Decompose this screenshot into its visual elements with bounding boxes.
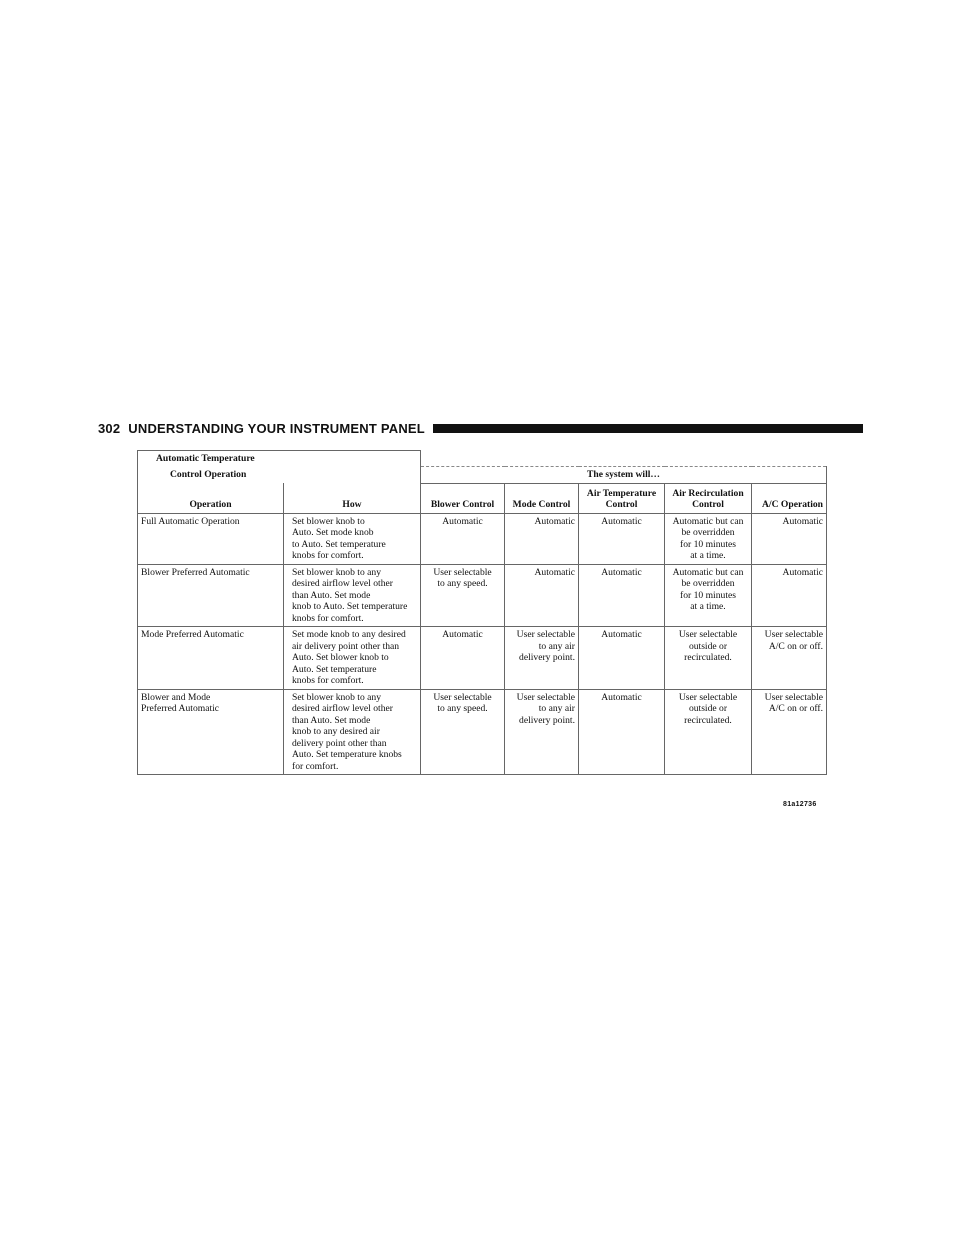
cell-line: Auto. Set mode knob [292, 527, 374, 538]
cell-how [284, 627, 421, 690]
group-header-left-line1: Automatic Temperature [156, 453, 255, 464]
cell-line: be overridden [681, 578, 735, 589]
cell-line: User selectable [678, 629, 738, 640]
cell-line: air delivery point other than [292, 640, 400, 652]
header-rule [433, 424, 863, 433]
cell-line: Set mode knob to any desired [292, 629, 406, 640]
col-air-recirc-line1: Air Recirculation [672, 487, 744, 499]
cell-line: outside or [688, 640, 728, 652]
col-air-recirc-line2: Control [692, 499, 724, 510]
cell-ac [752, 627, 827, 690]
table-body [138, 513, 827, 775]
cell-mode [505, 513, 579, 564]
col-how: How [284, 483, 421, 513]
cell-operation [138, 513, 284, 564]
cell-how [284, 564, 421, 627]
figure-code: 81a12736 [783, 801, 817, 808]
cell-air-recirc [665, 627, 752, 690]
cell-line: Auto. Set temperature [292, 663, 377, 675]
cell-line: knob to any desired air [292, 726, 380, 737]
cell-line: knobs for comfort. [292, 675, 364, 686]
cell-line: than Auto. Set mode [292, 714, 371, 726]
cell-line: Set blower knob to any [292, 691, 381, 703]
cell-line: to any air [538, 703, 575, 714]
cell-line: outside or [688, 703, 728, 714]
section-title: UNDERSTANDING YOUR INSTRUMENT PANEL [128, 420, 425, 436]
cell-air-temp [579, 513, 665, 564]
climate-control-table [137, 450, 826, 775]
operation-table [137, 450, 827, 775]
cell-line: Mode Preferred Automatic [141, 629, 244, 640]
cell-line: be overridden [681, 527, 735, 538]
cell-mode [505, 564, 579, 627]
cell-air-temp [579, 564, 665, 627]
cell-blower [421, 689, 505, 775]
table-row [138, 513, 827, 564]
cell-line: Set blower knob to [292, 515, 365, 527]
cell-line: Automatic [442, 515, 483, 527]
group-header-left-line2: Control Operation [170, 468, 247, 480]
cell-line: A/C on or off. [768, 703, 824, 714]
cell-line: for 10 minutes [680, 589, 736, 601]
group-header-spacer [421, 451, 827, 467]
cell-line: User selectable [516, 691, 575, 703]
cell-line: Blower and Mode [141, 691, 211, 703]
cell-how [284, 513, 421, 564]
cell-line: to any air [538, 640, 575, 652]
cell-line: at a time. [690, 601, 726, 612]
cell-line: User selectable [764, 691, 824, 703]
cell-line: Automatic [601, 566, 642, 578]
cell-line: Automatic [782, 566, 824, 578]
col-ac: A/C Operation [752, 483, 827, 513]
cell-air-temp [579, 627, 665, 690]
group-header-left-2 [138, 467, 421, 484]
cell-ac [752, 513, 827, 564]
col-air-temp-line1: Air Temperature [586, 487, 657, 499]
cell-line: than Auto. Set mode [292, 589, 371, 601]
cell-line: Automatic [601, 691, 642, 703]
cell-operation [138, 627, 284, 690]
cell-air-recirc [665, 564, 752, 627]
table-row [138, 627, 827, 690]
col-blower: Blower Control [421, 483, 505, 513]
cell-line: for 10 minutes [680, 538, 736, 550]
group-header-right: The system will… [421, 467, 827, 484]
cell-ac [752, 564, 827, 627]
col-mode: Mode Control [505, 483, 579, 513]
cell-ac [752, 689, 827, 775]
cell-line: delivery point. [519, 714, 575, 726]
cell-mode [505, 689, 579, 775]
cell-line: Automatic [534, 566, 575, 578]
page-header [98, 419, 863, 437]
cell-line: desired airflow level other [292, 578, 393, 589]
cell-line: User selectable [516, 629, 575, 640]
cell-line: Automatic but can [672, 566, 744, 578]
cell-line: knobs for comfort. [292, 612, 364, 624]
cell-line: User selectable [433, 566, 492, 578]
cell-air-temp [579, 689, 665, 775]
cell-line: User selectable [678, 691, 738, 703]
cell-line: Preferred Automatic [141, 703, 220, 714]
col-air-recirc [665, 483, 752, 513]
cell-line: Automatic [782, 515, 824, 527]
cell-line: User selectable [764, 629, 824, 640]
cell-air-recirc [665, 689, 752, 775]
table-row [138, 564, 827, 627]
cell-air-recirc [665, 513, 752, 564]
cell-operation [138, 564, 284, 627]
cell-blower [421, 513, 505, 564]
cell-line: Automatic but can [672, 515, 744, 527]
cell-line: to any speed. [437, 578, 488, 589]
cell-how [284, 689, 421, 775]
cell-line: Auto. Set blower knob to [292, 652, 389, 663]
cell-line: Set blower knob to any [292, 566, 381, 578]
cell-line: Full Automatic Operation [141, 515, 240, 527]
cell-line: recirculated. [684, 652, 732, 663]
cell-blower [421, 564, 505, 627]
cell-line: for comfort. [292, 760, 339, 772]
group-header-left [138, 451, 421, 467]
cell-line: Automatic [601, 515, 642, 527]
cell-line: A/C on or off. [768, 640, 824, 652]
cell-line: knob to Auto. Set temperature [292, 601, 408, 612]
cell-line: recirculated. [684, 714, 732, 726]
cell-line: to any speed. [437, 703, 488, 714]
cell-blower [421, 627, 505, 690]
cell-line: desired airflow level other [292, 703, 393, 714]
cell-line: delivery point other than [292, 737, 387, 749]
cell-line: knobs for comfort. [292, 550, 364, 561]
table-row [138, 689, 827, 775]
cell-line: Blower Preferred Automatic [141, 566, 250, 578]
cell-line: User selectable [433, 691, 492, 703]
cell-line: Automatic [442, 629, 483, 640]
cell-line: Auto. Set temperature knobs [292, 749, 402, 760]
col-operation: Operation [138, 483, 284, 513]
cell-line: Automatic [601, 629, 642, 640]
cell-line: Automatic [534, 515, 575, 527]
cell-line: at a time. [690, 550, 726, 561]
cell-operation [138, 689, 284, 775]
cell-line: to Auto. Set temperature [292, 538, 386, 550]
col-air-temp-line2: Control [605, 499, 638, 510]
cell-mode [505, 627, 579, 690]
page-number: 302 [98, 420, 121, 436]
cell-line: delivery point. [519, 652, 575, 663]
col-air-temp [579, 483, 665, 513]
